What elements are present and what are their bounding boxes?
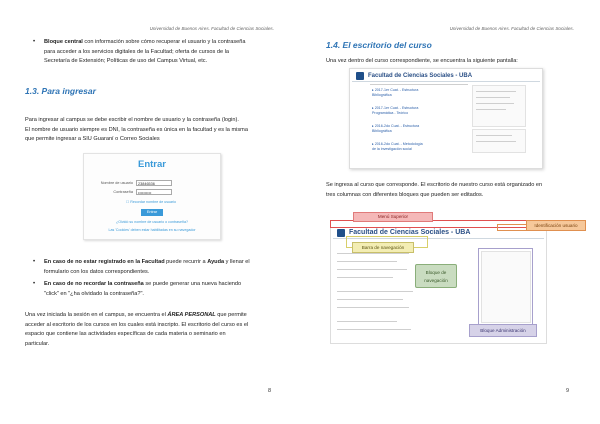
password-label: Contraseña [113,190,133,194]
faculty-logo-icon [337,229,345,237]
bullet-dot-icon: • [33,281,36,287]
bullet-dot-icon: • [33,259,36,265]
annotation-menu: Menú Superior [353,212,433,222]
password-field[interactable]: •••••••••• [136,189,172,195]
personal-area-paragraph: Una vez iniciada la sesión en el campus, se encuentra el ÁREA PERSONAL que permite acceder al escritorio de los cursos en los cuales está inscripto. El escritorio del curso es el espacio que contiene las actividades específicas de cada materia o seminario en particular. [25,312,249,347]
cookies-note: Las 'Cookies' deben estar habilitadas en su navegador [108,228,196,232]
course-link[interactable]: ▸ 2017-1er Cuat. - Estructura Programática - Teórico [372,106,419,115]
admin-frame [478,248,533,325]
login-box-screenshot [83,153,221,240]
course-header: Facultad de Ciencias Sociales - UBA [333,228,544,239]
course-link[interactable]: ▸ 2017-1er Cuat. - Estructura Bibliográfica [372,88,419,97]
ident-frame [497,224,528,231]
username-field[interactable]: 23846536 [136,180,172,186]
faculty-logo-icon [356,72,364,80]
section-title: 1.4. El escritorio del curso [326,40,432,50]
course-link[interactable]: ▸ 2016-2do Cuat. - Estructura Bibliográfica [372,124,420,133]
login-button[interactable]: Entrar [141,209,163,216]
page-header: Universidad de Buenos Aires. Facultad de Ciencias Sociales. [149,26,274,31]
login-paragraph: Para ingresar al campus se debe escribir el nombre de usuario y la contraseña (login). El nombre de usuario siempre es DNI, la contraseña es única en la facultad y es la misma que permite ingresar a SIU Guaraní o Correo Sociales [25,117,248,143]
annotation-admin: Bloque Administración [469,324,537,337]
course-screenshot-1 [349,68,543,169]
annotation-navblock: Bloque de navegación [415,264,457,288]
bullet-dot-icon: • [33,39,36,45]
page-header: Universidad de Buenos Aires. Facultad de Ciencias Sociales. [449,26,574,31]
forgot-link[interactable]: ¿Olvidó su nombre de usuario o contraseña? [116,220,188,224]
course-link[interactable]: ▸ 2016-2do Cuat. - Metodología de la investigación social [372,142,423,151]
login-title: Entrar [138,159,166,170]
right-page [300,0,600,424]
course-header: Facultad de Ciencias Sociales - UBA [352,71,540,82]
desk-paragraph: Se ingresa al curso que corresponde. El escritorio de nuestro curso está organizado en tres columnas con diferentes bloques que pueden ser editados. [326,182,543,198]
bullet-not-registered: • En caso de no estar registrado en la Facultad puede recurrir a Ayuda y llenar el formulario con los datos correspondientes. [33,259,250,275]
bullet-central-block: • Bloque central con información sobre cómo recuperar el usuario y la contraseña para acceder a los servicios digitales de la Facultad; oferta de cursos de la Secretaría de Extensión; Políticas de uso del Campus Virtual, etc. [33,39,246,65]
page-number: 8 [268,388,272,394]
remember-checkbox[interactable]: ☐ Recordar nombre de usuario [126,200,176,204]
section-title: 1.3. Para ingresar [25,86,96,96]
page-number: 9 [566,388,570,394]
course-paragraph: Una vez dentro del curso correspondiente, se encuentra la siguiente pantalla: [326,58,518,64]
annotation-ident: Identificación usuario [526,220,586,231]
username-label: Nombre de usuario [100,181,133,185]
annotation-nav: Barra de navegación [352,242,414,253]
bullet-forgot-password: • En caso de no recordar la contraseña se puede generar una nueva haciendo "click" en "¿ha olvidado la contraseña?". [33,281,242,297]
